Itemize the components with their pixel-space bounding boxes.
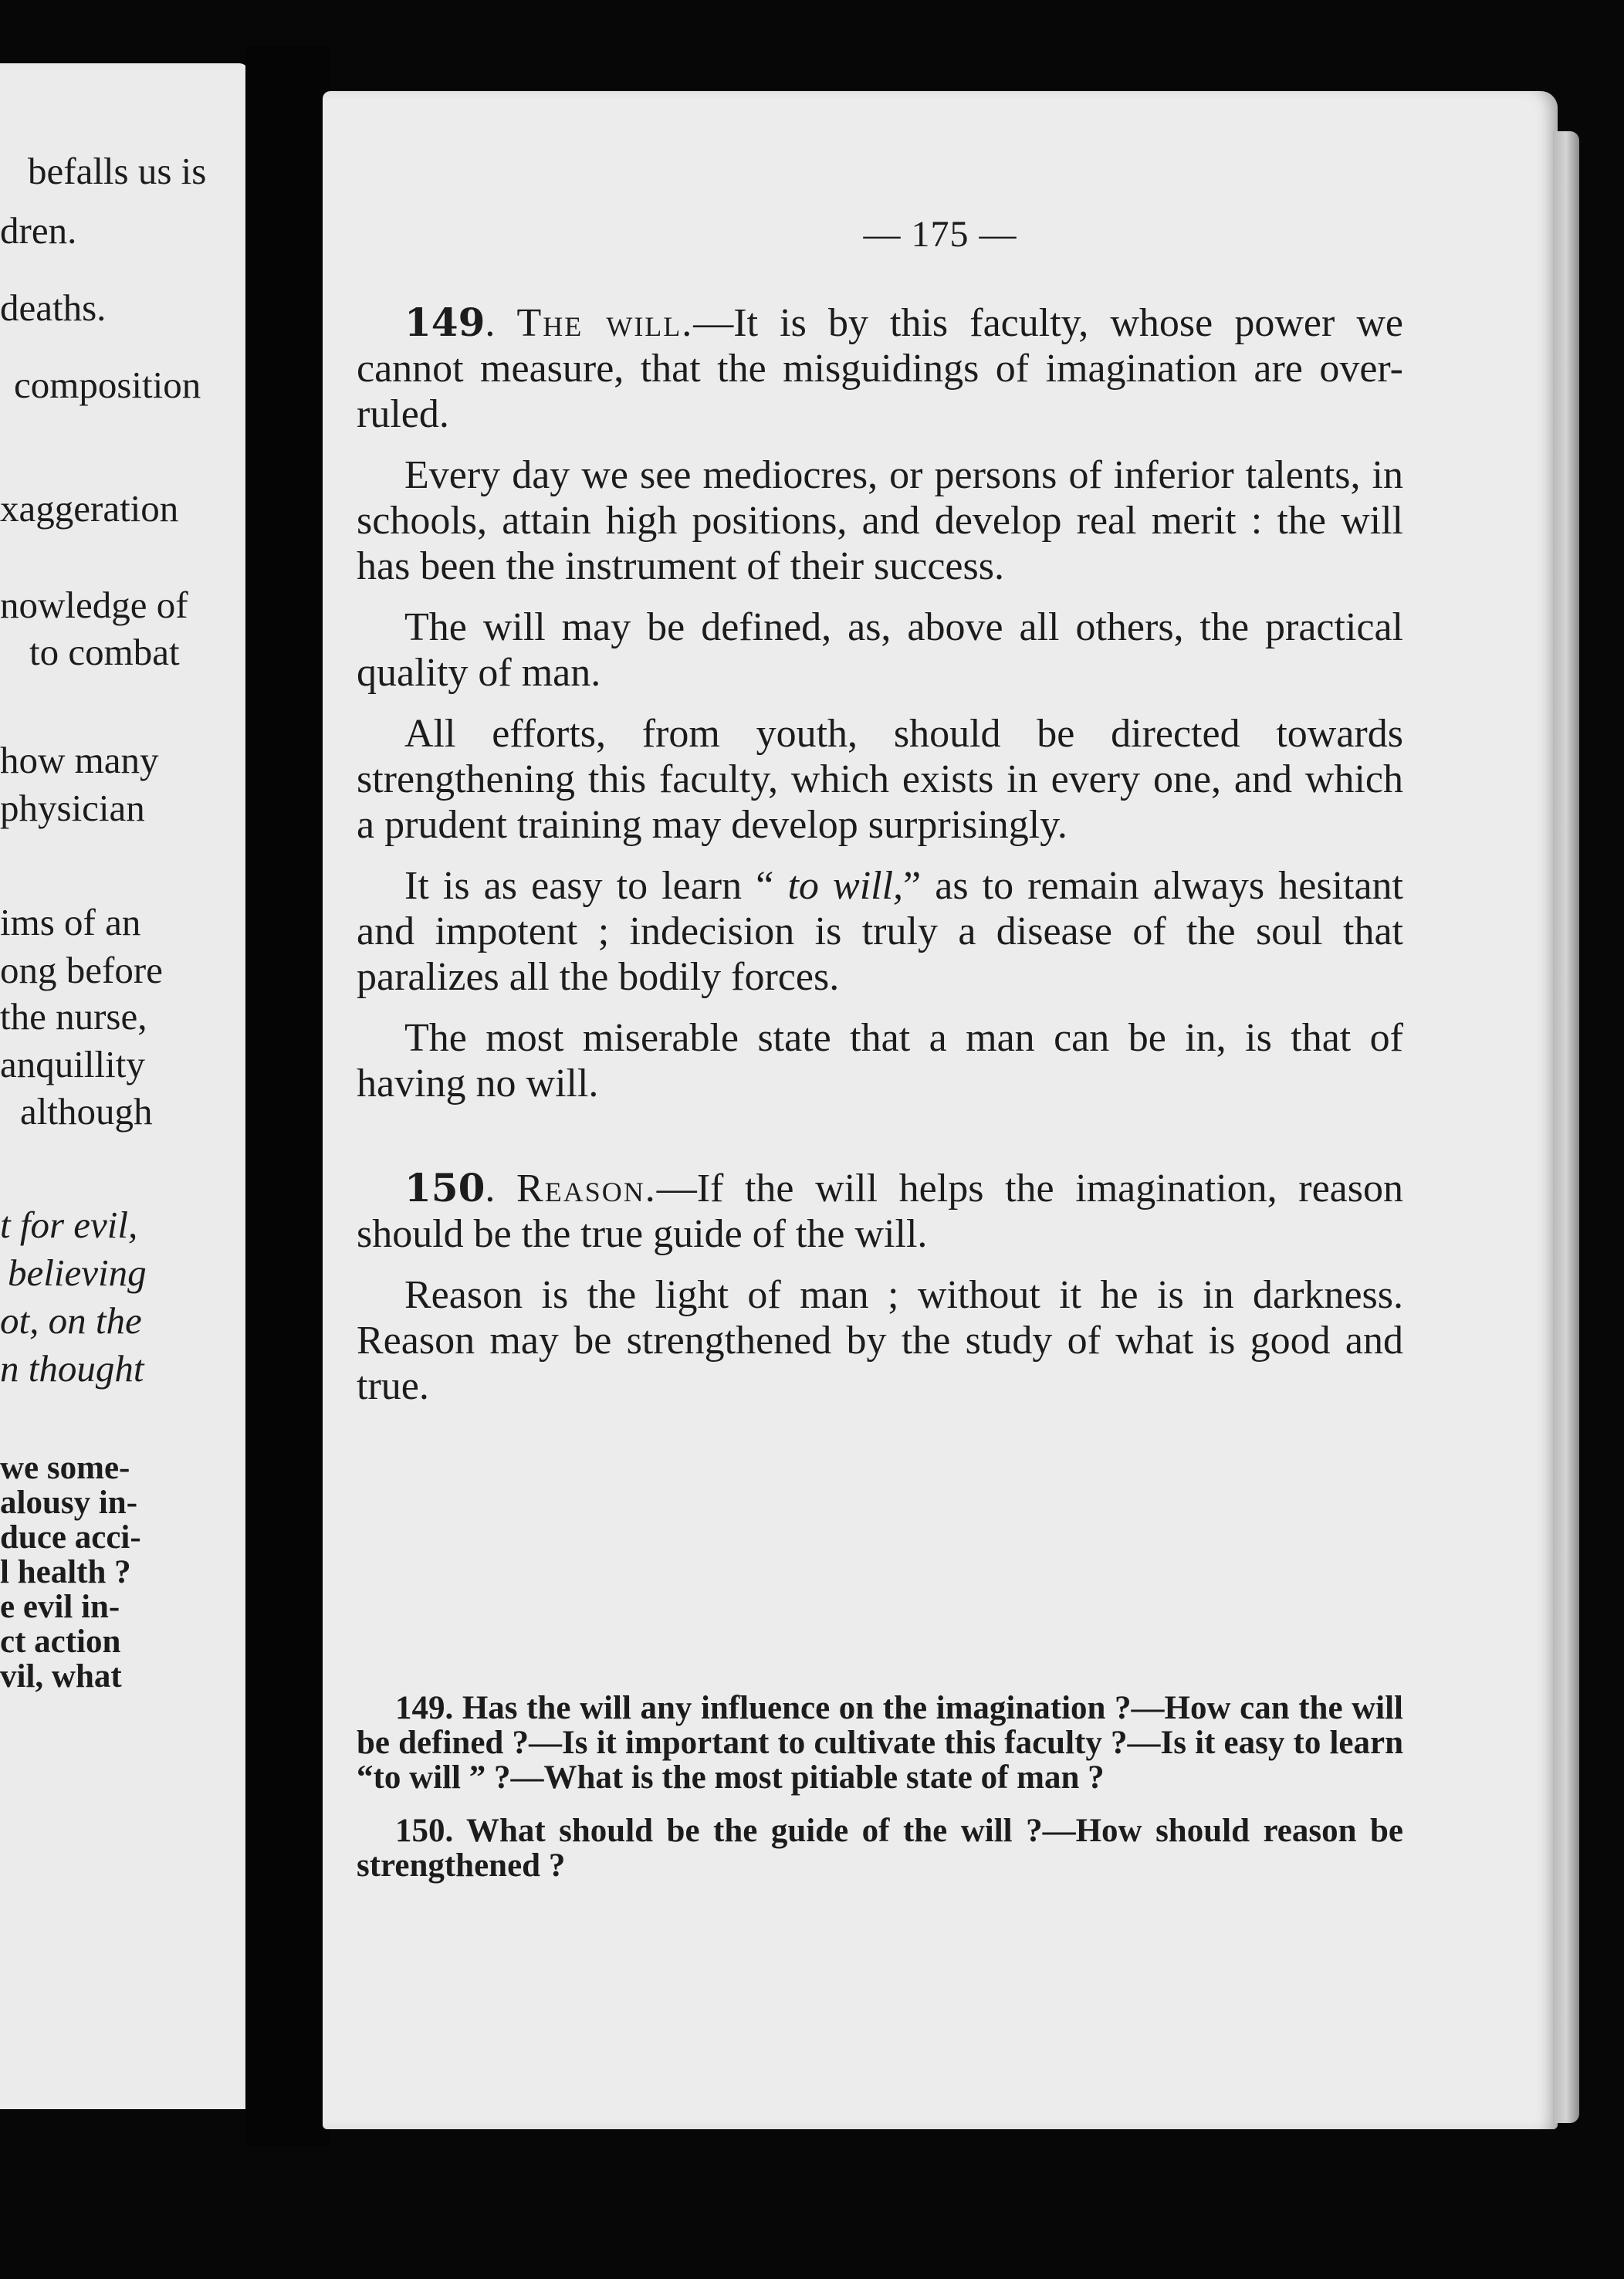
left-fragment: we some-	[0, 1450, 130, 1486]
question-150: 150. What should be the guide of the will ?—How should reason be strengthened ?	[357, 1813, 1403, 1884]
section-number: 150	[404, 1165, 486, 1211]
left-fragment: n thought	[0, 1347, 144, 1390]
left-fragment: although	[20, 1090, 153, 1133]
section-149-p3: The will may be defined, as, above all others, the practical quality of man.	[357, 605, 1403, 695]
left-fragment: ong before	[0, 949, 163, 991]
left-fragment: t for evil,	[0, 1204, 138, 1246]
section-149-p5: It is as easy to learn “ to will,” as to remain always hesitant and impotent ; indecision is truly a disease of the soul that paralizes all the bodily forces.	[357, 864, 1403, 999]
left-fragment: xaggeration	[0, 487, 179, 530]
left-fragment: ct action	[0, 1624, 121, 1660]
section-number: 149	[404, 300, 486, 345]
section-heading: Reason.	[516, 1167, 657, 1211]
left-fragment: e evil in-	[0, 1589, 120, 1625]
left-fragment: l health ?	[0, 1554, 131, 1590]
left-fragment: composition	[14, 364, 201, 406]
section-150-p1: 150. Reason.—If the will helps the imagination, reason should be the true guide of the will.	[357, 1165, 1403, 1256]
right-page	[323, 91, 1558, 2129]
section-149-p1: 149. The will.—It is by this faculty, whose power we cannot measure, that the misguidings of imagination are over-ruled.	[357, 300, 1404, 436]
section-149-p2: Every day we see mediocres, or persons of inferior talents, in schools, attain high positions, and develop real merit : the will has been the instrument of their success.	[357, 453, 1403, 588]
left-fragment: physician	[0, 787, 145, 829]
left-fragment: befalls us is	[28, 150, 207, 192]
section-heading: The will.	[516, 301, 694, 345]
left-page	[0, 63, 249, 2109]
left-fragment: to combat	[29, 631, 180, 673]
left-fragment: duce acci-	[0, 1519, 141, 1556]
section-149-p4: All efforts, from youth, should be directed towards strengthening this faculty, which exists in every one, and which a prudent training may develop surprisingly.	[357, 712, 1403, 847]
left-fragment: believing	[8, 1251, 147, 1294]
left-fragment: alousy in-	[0, 1485, 138, 1521]
book-gutter	[245, 46, 330, 2146]
main-text	[357, 300, 1403, 1424]
section-149-p6: The most miserable state that a man can be in, is that of having no will.	[357, 1016, 1403, 1106]
left-fragment: how many	[0, 739, 159, 781]
left-fragment: vil, what	[0, 1658, 122, 1695]
left-fragment: ot, on the	[0, 1299, 142, 1342]
left-fragment: deaths.	[0, 286, 107, 329]
left-fragment: ims of an	[0, 901, 141, 943]
review-questions	[357, 1691, 1403, 1901]
left-fragment: dren.	[0, 209, 77, 252]
left-fragment: the nurse,	[0, 995, 147, 1038]
question-149: 149. Has the will any influence on the imagination ?—How can the will be defined ?—Is it important to cultivate this faculty ?—Is it easy to learn “to will ” ?—What is the most pitiable state of man ?	[357, 1690, 1404, 1796]
left-fragment: anquillity	[0, 1043, 145, 1085]
left-fragment: nowledge of	[0, 584, 188, 626]
page-edge	[1553, 131, 1579, 2123]
section-150-p2: Reason is the light of man ; without it he is in darkness. Reason may be strengthened by the study of what is good and true.	[357, 1273, 1403, 1408]
page-number: — 175 —	[863, 214, 1017, 255]
